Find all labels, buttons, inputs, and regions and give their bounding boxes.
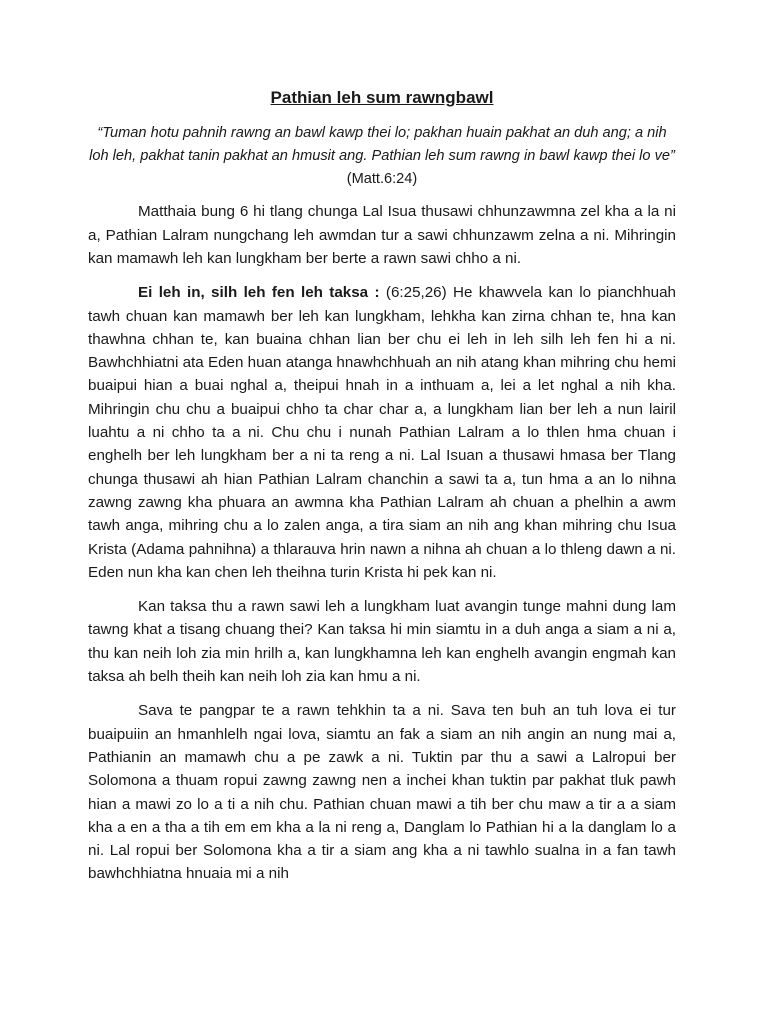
paragraph-lead: Ei leh in, silh leh fen leh taksa : — [138, 284, 380, 302]
document-page — [88, 86, 676, 897]
paragraph-text: Sava te pangpar te a rawn tehkhin ta a ni. Sava ten buh an tuh lova ei tur buaipuiin an hmanhlelh ngai lova, siamtu an fak a siam an nih angin an nung mai a, Pathianin an mamawh chu a pe zawk a ni. Tuktin par thu a sawi a Lalropui ber Solomona a thuam ropui zawng zawng nen a inchei khan tuktin par pakhat tluk pawh hian a mawi zo lo a ti a nih chu. Pathian chuan mawi a tih ber chu maw a tir a a siam kha a en a tha a tih em em kha a la ni reng a, Danglam lo Pathian hi a la danglam lo a ni. Lal ropui ber Solomona kha a tir a siam ang kha a ni tawhlo sualna in a fan tawh bawhchhiatna hnuaia mi a nih — [88, 702, 676, 883]
document-title: Pathian leh sum rawngbawl — [270, 88, 494, 107]
scripture-quote — [88, 122, 676, 190]
paragraph-2 — [88, 281, 676, 584]
quote-reference: (Matt.6:24) — [346, 170, 418, 187]
paragraph-text: (6:25,26) He khawvela kan lo pianchhuah tawh chuan kan mamawh ber leh kan lungkham, lehkha kan zirna chhan te, hna kan thawhna chhan te, kan buaina chhan lian ber chu ei leh in leh silh leh fen hi a ni. Bawhchhiatni ata Eden huan atanga hnawhchhuah an nih atang khan mihring chu hemi buaipui hian a buai nghal a, theipui hnah in a inthuam a, lei a let nghal a nih kha. Mihringin chu chu a buaipui chho ta char char a, a lungkham lian ber leh a nun lairil luahtu a ni chho ta a ni. Chu chu i nunah Pathian Lalram a lo thlen hma chuan i enghelh ber leh lungkham ber a ni ta reng a ni. Lal Isuan a thusawi hmasa ber Tlang chunga thusawi ah hian Pathian Lalram chanchin a sawi ta a, tun hma a an lo nihna zawng zawng kha phuara an awmna kha Pathian Lalram ah chuan a phelhin a awm tawh anga, mihring chu a lo zalen anga, a tira siam an nih ang khan mihring chu Isua Krista (Adama pahnihna) a thlarauva hrin nawn a nihna ah chuan a lo thleng dawn a ni. Eden nun kha kan chen leh theihna turin Krista hi pek kan ni. — [88, 284, 677, 581]
paragraph-3 — [88, 595, 676, 688]
paragraph-text: Kan taksa thu a rawn sawi leh a lungkham luat avangin tunge mahni dung lam tawng khat a tisang chuang thei? Kan taksa hi min siamtu in a duh anga a siam a ni a, thu kan neih loh zia min hrilh a, kan lungkhamna leh kan enghelh avangin engmah kan taksa ah belh theih kan neih loh zia kan hmu a ni. — [88, 598, 676, 686]
quote-text: “Tuman hotu pahnih rawng an bawl kawp thei lo; pakhan huain pakhat an duh ang; a nih loh leh, pakhat tanin pakhat an hmusit ang. Pathian leh sum rawng in bawl kawp thei lo ve” — [89, 125, 675, 164]
paragraph-4 — [88, 699, 676, 885]
paragraph-text: Matthaia bung 6 hi tlang chunga Lal Isua thusawi chhunzawmna zel kha a la ni a, Pathian Lalram nungchang leh awmdan tur a sawi chhunzawm zelna a ni. Mihringin kan mamawh leh kan lungkham ber berte a rawn sawi chho a ni. — [88, 203, 676, 267]
paragraph-1 — [88, 200, 676, 270]
